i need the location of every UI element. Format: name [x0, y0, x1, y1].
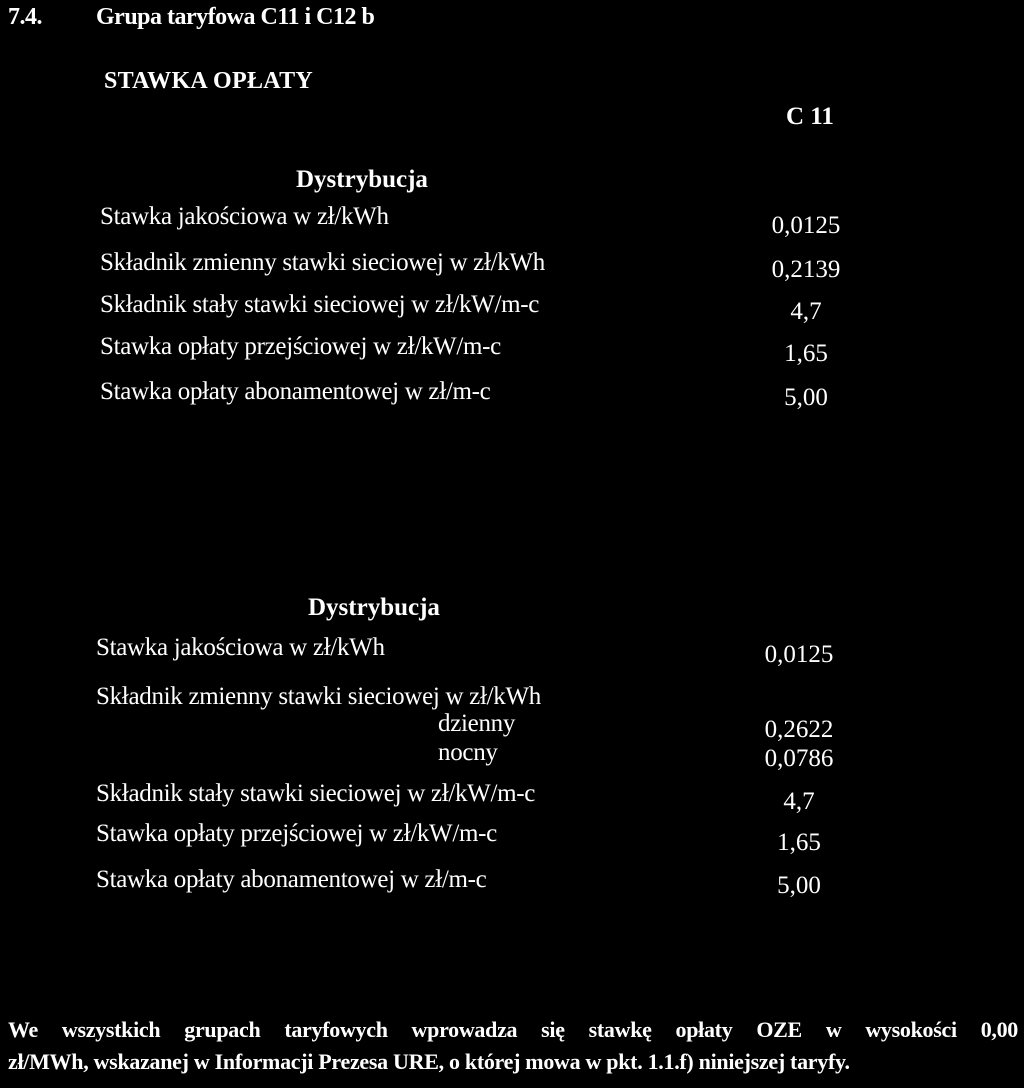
section2-row-label: Składnik stały stawki sieciowej w zł/kW/m-c [96, 780, 536, 807]
section2-row-value: 1,65 [777, 829, 821, 856]
section1-row-label: Składnik stały stawki sieciowej w zł/kW/m-c [100, 291, 540, 318]
column-header-c11: C 11 [786, 103, 834, 130]
section1-row-value: 5,00 [784, 384, 828, 411]
section-number: 7.4. [8, 4, 42, 30]
section2-row-label: Składnik zmienny stawki sieciowej w zł/kWh [96, 683, 541, 710]
section-title: Grupa taryfowa C11 i C12 b [96, 4, 375, 30]
section1-row-value: 0,2139 [771, 256, 841, 283]
section1-row-label: Składnik zmienny stawki sieciowej w zł/kWh [100, 249, 545, 276]
stawka-header: STAWKA OPŁATY [104, 68, 314, 94]
section2-sub-label-day: dzienny [438, 710, 516, 737]
section1-row-label: Stawka opłaty abonamentowej w zł/m-c [100, 378, 491, 405]
footer-note-line1: We wszystkich grupach taryfowych wprowadza się stawkę opłaty OZE w wysokości 0,00 [8, 1017, 1018, 1042]
section2-sub-value-day: 0,2622 [764, 716, 834, 743]
section2-sub-value-night: 0,0786 [764, 745, 834, 772]
section1-row-value: 0,0125 [771, 212, 841, 239]
footer-note [8, 1014, 1018, 1078]
footer-note-line2: zł/MWh, wskazanej w Informacji Prezesa URE, o której mowa w pkt. 1.1.f) niniejszej taryfy. [8, 1049, 850, 1074]
section2-sub-label-night: nocny [438, 739, 498, 766]
section1-row-label: Stawka jakościowa w zł/kWh [100, 203, 389, 230]
section2-row-value: 4,7 [783, 788, 815, 815]
section2-title: Dystrybucja [308, 594, 440, 621]
section2-row-label: Stawka opłaty przejściowej w zł/kW/m-c [96, 820, 497, 847]
section2-row-value: 0,0125 [764, 641, 834, 668]
section1-row-value: 1,65 [784, 340, 828, 367]
section1-row-value: 4,7 [790, 298, 822, 325]
section1-title: Dystrybucja [296, 166, 428, 193]
section1-row-label: Stawka opłaty przejściowej w zł/kW/m-c [100, 333, 501, 360]
section2-row-label: Stawka opłaty abonamentowej w zł/m-c [96, 866, 487, 893]
section2-row-value: 5,00 [777, 872, 821, 899]
section2-row-label: Stawka jakościowa w zł/kWh [96, 634, 385, 661]
